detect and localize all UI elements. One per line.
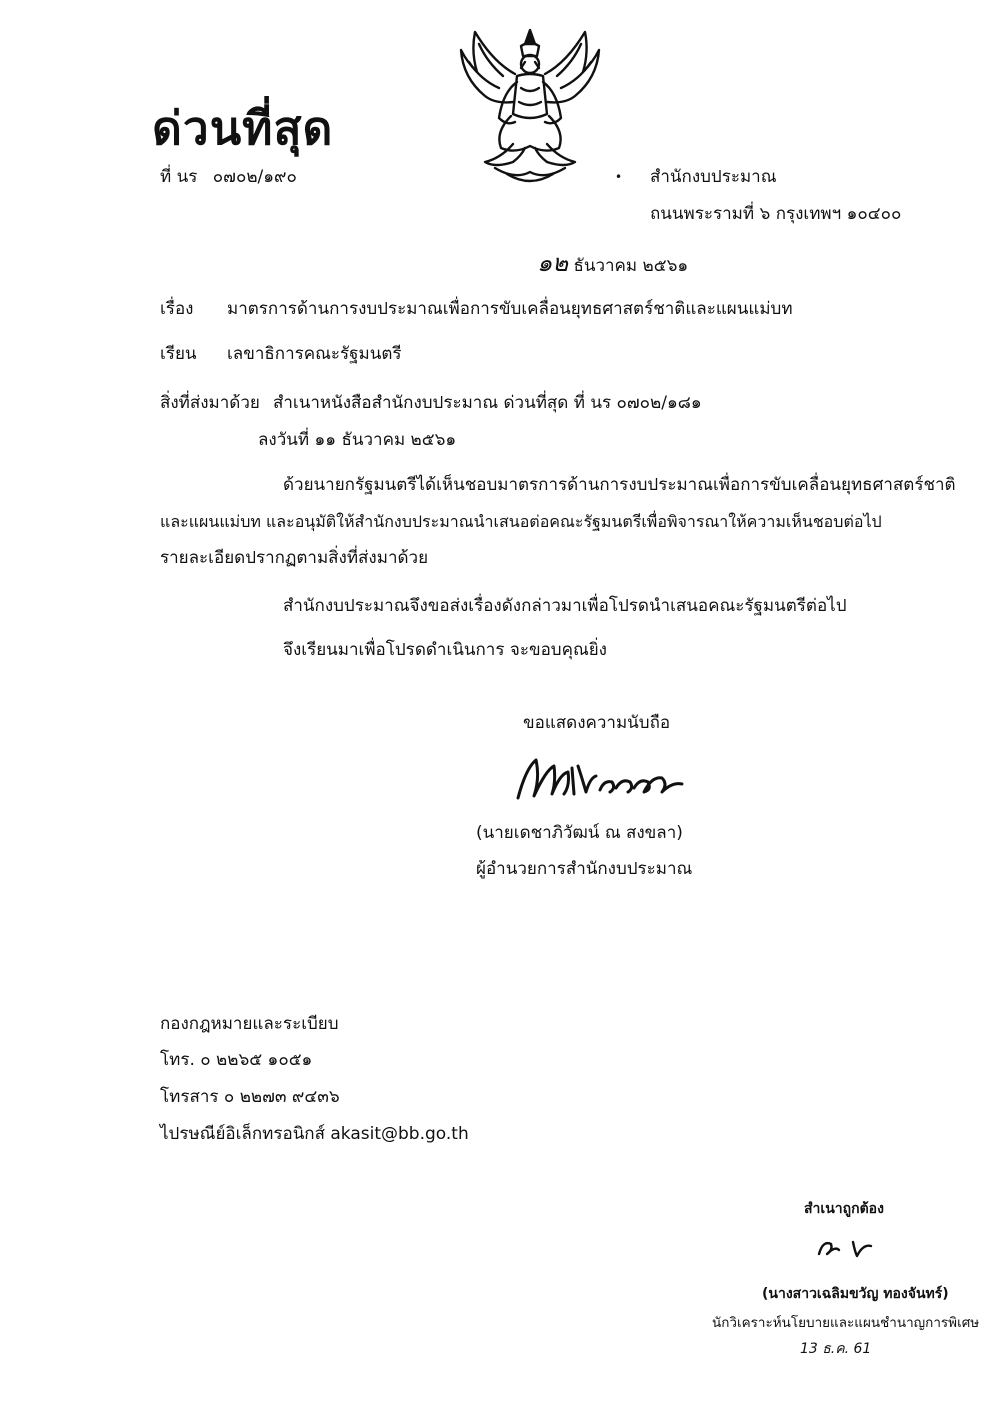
director-signature-icon xyxy=(512,748,692,808)
body-paragraph-3: จึงเรียนมาเพื่อโปรดดำเนินการ จะขอบคุณยิ่ง xyxy=(283,640,607,660)
enclosure-line-1: สำเนาหนังสือสำนักงบประมาณ ด่วนที่สุด ที่ นร ๐๗๐๒/๑๘๑ xyxy=(273,393,702,413)
signer-name: (นายเดชาภิวัฒน์ ณ สงขลา) xyxy=(476,823,683,843)
date-month-year: ธันวาคม ๒๕๖๑ xyxy=(573,256,689,276)
body-paragraph-1-line-2: และแผนแม่บท และอนุมัติให้สำนักงบประมาณนำเสนอต่อคณะรัฐมนตรีเพื่อพิจารณาให้ความเห็นชอบต่อไป xyxy=(160,512,882,531)
address-bullet: • xyxy=(615,170,623,184)
reference-label: ที่ นร xyxy=(160,167,198,187)
certification-label: สำเนาถูกต้อง xyxy=(804,1201,884,1217)
reference-number xyxy=(160,166,297,188)
enclosure-line-2: ลงวันที่ ๑๑ ธันวาคม ๒๕๖๑ xyxy=(258,430,457,450)
body-paragraph-1-line-3: รายละเอียดปรากฏตามสิ่งที่ส่งมาด้วย xyxy=(160,548,429,568)
subject-label: เรื่อง xyxy=(160,299,194,319)
office-address: ถนนพระรามที่ ๖ กรุงเทพฯ ๑๐๔๐๐ xyxy=(650,204,902,224)
date-day: ๑๒ xyxy=(537,249,569,277)
certifier-name: (นางสาวเฉลิมขวัญ ทองจันทร์) xyxy=(762,1286,949,1302)
contact-division: กองกฎหมายและระเบียบ xyxy=(160,1014,339,1034)
subject-text: มาตรการด้านการงบประมาณเพื่อการขับเคลื่อนยุทธศาสตร์ชาติและแผนแม่บท xyxy=(227,299,793,319)
certifier-title: นักวิเคราะห์นโยบายและแผนชำนาญการพิเศษ xyxy=(712,1315,980,1331)
body-paragraph-2: สำนักงบประมาณจึงขอส่งเรื่องดังกล่าวมาเพื่อโปรดนำเสนอคณะรัฐมนตรีต่อไป xyxy=(283,596,847,616)
contact-fax: โทรสาร ๐ ๒๒๗๓ ๙๔๓๖ xyxy=(160,1087,340,1107)
signer-title: ผู้อำนวยการสำนักงบประมาณ xyxy=(476,859,693,879)
garuda-emblem-icon xyxy=(455,22,605,187)
letter-date xyxy=(537,249,689,277)
reference-value: ๐๗๐๒/๑๙๐ xyxy=(212,167,297,187)
contact-phone: โทร. ๐ ๒๒๖๕ ๑๐๕๑ xyxy=(160,1050,313,1070)
body-paragraph-1-line-1: ด้วยนายกรัฐมนตรีได้เห็นชอบมาตรการด้านการงบประมาณเพื่อการขับเคลื่อนยุทธศาสตร์ชาติ xyxy=(283,475,956,495)
contact-email: ไปรษณีย์อิเล็กทรอนิกส์ akasit@bb.go.th xyxy=(160,1124,469,1144)
office-name: สำนักงบประมาณ xyxy=(650,167,777,187)
urgency-heading: ด่วนที่สุด xyxy=(152,101,334,155)
enclosure-label: สิ่งที่ส่งมาด้วย xyxy=(160,393,260,413)
recipient-label: เรียน xyxy=(160,344,197,364)
recipient-text: เลขาธิการคณะรัฐมนตรี xyxy=(227,344,402,364)
closing-regards: ขอแสดงความนับถือ xyxy=(523,713,671,733)
certification-date: 13 ธ.ค. 61 xyxy=(800,1341,872,1357)
certifier-signature-icon xyxy=(815,1234,875,1262)
